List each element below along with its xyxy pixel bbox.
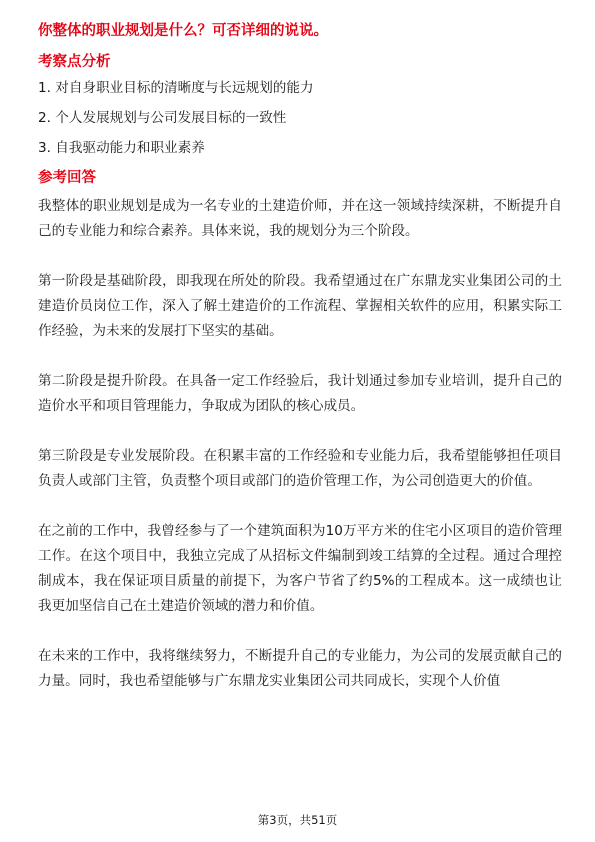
analysis-point: 1. 对自身职业目标的清晰度与长远规划的能力 xyxy=(38,80,314,96)
answer-paragraph: 我整体的职业规划是成为一名专业的土建造价师，并在这一领域持续深耕，不断提升自己的专业能力和综合素养。具体来说，我的规划分为三个阶段。 xyxy=(38,198,562,239)
answer-paragraph: 第二阶段是提升阶段。在具备一定工作经验后，我计划通过参加专业培训，提升自己的造价水平和项目管理能力，争取成为团队的核心成员。 xyxy=(38,373,562,414)
analysis-points xyxy=(38,78,562,158)
answer-paragraph: 第三阶段是专业发展阶段。在积累丰富的工作经验和专业能力后，我希望能够担任项目负责人或部门主管，负责整个项目或部门的造价管理工作，为公司创造更大的价值。 xyxy=(38,448,562,489)
answer-paragraph: 在之前的工作中，我曾经参与了一个建筑面积为10万平方米的住宅小区项目的造价管理工作。在这个项目中，我独立完成了从招标文件编制到竣工结算的全过程。通过合理控制成本，我在保证项目质量的前提下，为客户节省了约5%的工程成本。这一成绩也让我更加坚信自己在土建造价领域的潜力和价值。 xyxy=(38,523,562,614)
answer-paragraph: 在未来的工作中，我将继续努力，不断提升自己的专业能力，为公司的发展贡献自己的力量。同时，我也希望能够与广东鼎龙实业集团公司共同成长，实现个人价值 xyxy=(38,648,562,689)
answer-title: 参考回答 xyxy=(38,170,96,186)
analysis-point: 3. 自我驱动能力和职业素养 xyxy=(38,140,205,156)
answer-paragraph: 第一阶段是基础阶段，即我现在所处的阶段。我希望通过在广东鼎龙实业集团公司的土建造价员岗位工作，深入了解土建造价的工作流程、掌握相关软件的应用，积累实际工作经验，为未来的发展打下坚实的基础。 xyxy=(38,273,562,339)
document-page xyxy=(38,20,562,719)
answer-body xyxy=(38,194,562,694)
analysis-title: 考察点分析 xyxy=(38,54,111,70)
page-number: 第3页，共51页 xyxy=(257,813,338,827)
analysis-point: 2. 个人发展规划与公司发展目标的一致性 xyxy=(38,110,287,126)
question-heading: 你整体的职业规划是什么？可否详细的说说。 xyxy=(38,23,328,39)
